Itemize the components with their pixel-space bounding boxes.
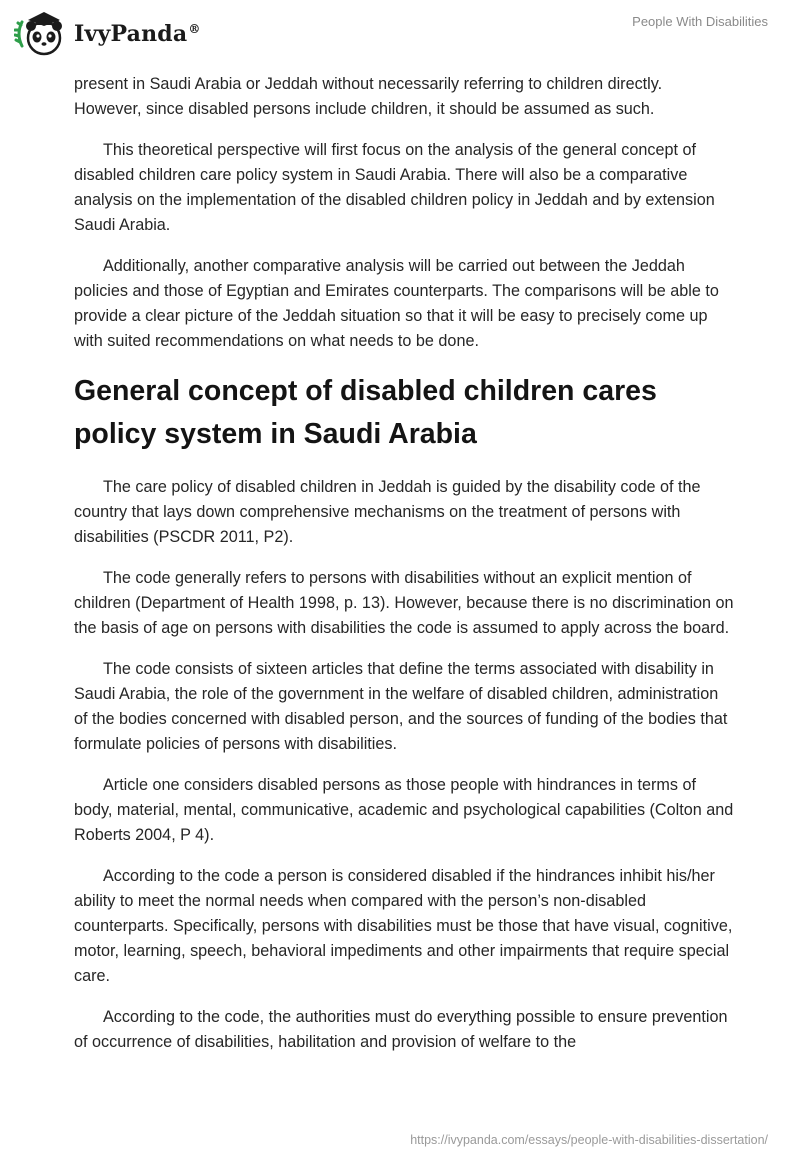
paragraph: present in Saudi Arabia or Jeddah without necessarily referring to children directly. However, since disabled persons include children, it should be assumed as such.	[74, 75, 663, 118]
brand-logo[interactable]	[14, 6, 201, 62]
paragraph: According to the code, the authorities must do everything possible to ensure prevention of occurrence of disabilities, habilitation and provision of welfare to the	[74, 1008, 728, 1051]
source-url-link[interactable]: https://ivypanda.com/essays/people-with-disabilities-dissertation/	[410, 1133, 768, 1147]
paragraph: The code consists of sixteen articles that define the terms associated with disability in Saudi Arabia, the role of the government in the welfare of disabled children, administration of the bodies concerned with disabled person, and the sources of funding of the bodies that formulate policies of persons with disabilities.	[74, 660, 728, 753]
brand-name: IvyPanda®	[74, 21, 201, 47]
paragraph: According to the code a person is considered disabled if the hindrances inhibit his/her ability to meet the normal needs when compared with the person’s non-disabled counterparts. Specifically, persons with disabilities must be those that have visual, cognitive, motor, learning, speech, behavioral impediments and other impairments that require special care.	[74, 867, 733, 985]
paragraph: The care policy of disabled children in Jeddah is guided by the disability code of the country that lays down comprehensive mechanisms on the treatment of persons with disabilities (PSCDR 2011, P2).	[74, 478, 701, 546]
document-title: People With Disabilities	[632, 14, 768, 29]
page-header	[0, 0, 800, 72]
section-heading: General concept of disabled children cares policy system in Saudi Arabia	[74, 375, 657, 450]
panda-logo-icon	[14, 6, 70, 62]
paragraph: The code generally refers to persons with disabilities without an explicit mention of children (Department of Health 1998, p. 13). However, because there is no discrimination on the basis of age on persons with disabilities the code is assumed to apply across the board.	[74, 569, 734, 637]
registered-mark: ®	[188, 21, 201, 36]
paragraph: This theoretical perspective will first focus on the analysis of the general concept of disabled children care policy system in Saudi Arabia. There will also be a comparative analysis on the implementation of the disabled children policy in Jeddah and by extension Saudi Arabia.	[74, 141, 715, 234]
paragraph: Article one considers disabled persons as those people with hindrances in terms of body, material, mental, communicative, academic and psychological capabilities (Colton and Roberts 2004, P 4).	[74, 776, 734, 844]
article-body	[74, 72, 734, 1071]
paragraph: Additionally, another comparative analysis will be carried out between the Jeddah policies and those of Egyptian and Emirates counterparts. The comparisons will be able to provide a clear picture of the Jeddah situation so that it will be easy to precisely come up with suited recommendations on what needs to be done.	[74, 257, 719, 350]
